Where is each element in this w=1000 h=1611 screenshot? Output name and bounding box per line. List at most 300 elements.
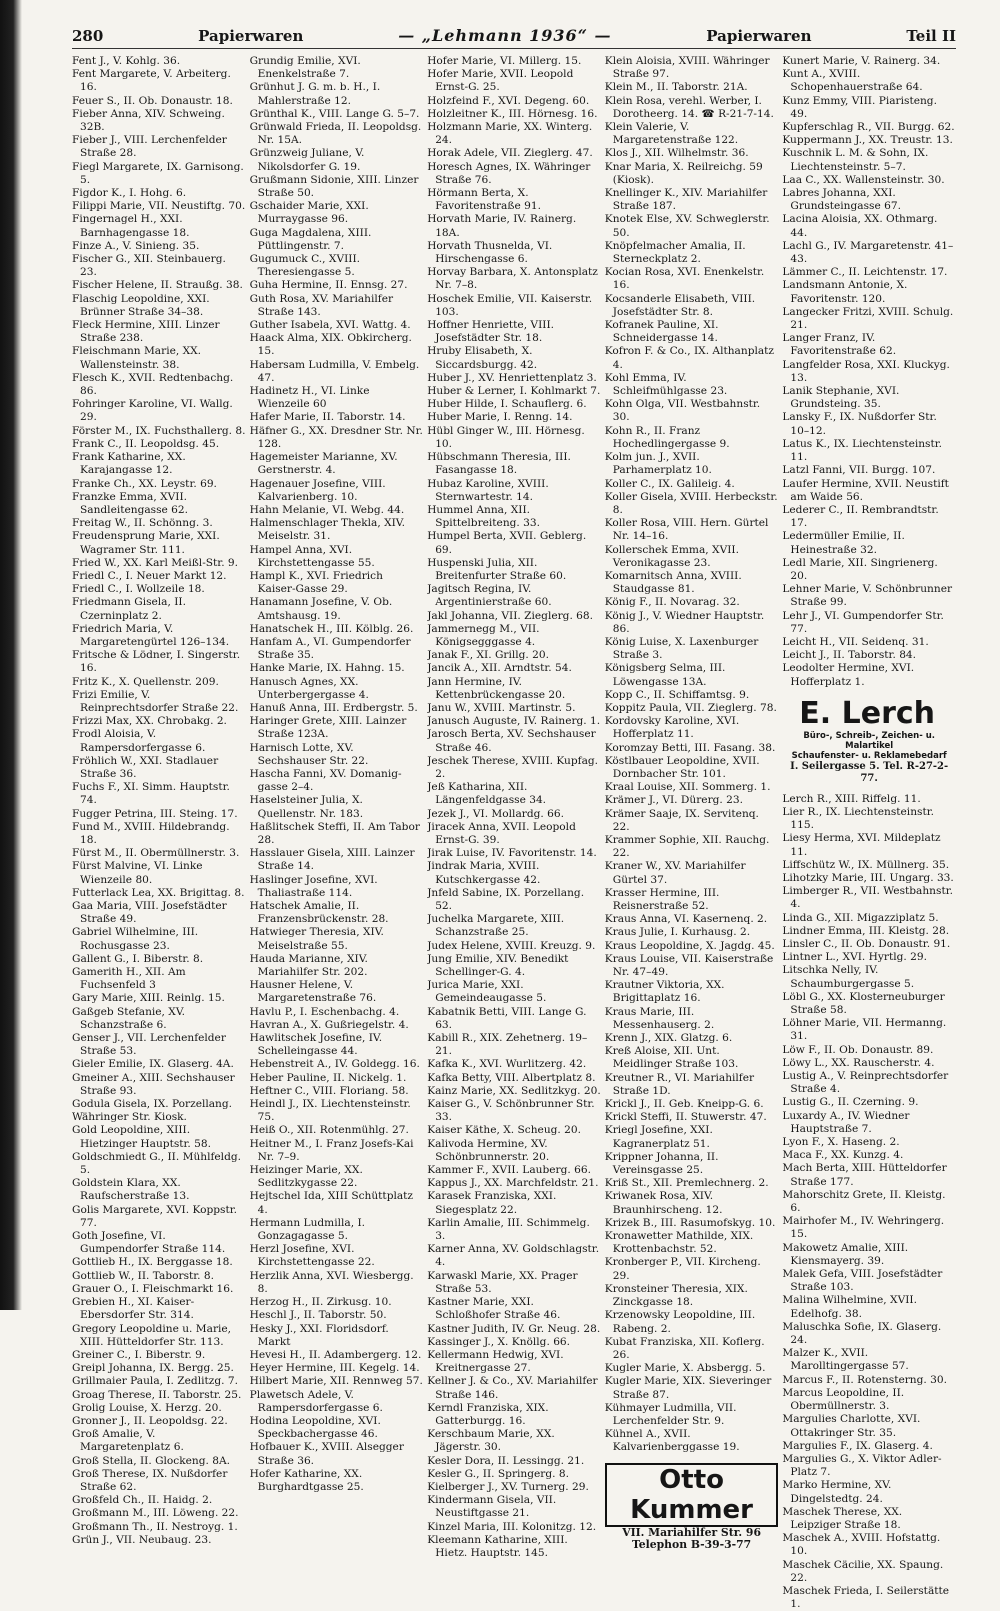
- list-item: Löwy L., XX. Rauscherstr. 4.: [782, 1056, 935, 1069]
- list-item: Herzog H., II. Zirkusg. 10.: [249, 1296, 392, 1309]
- list-item: Langer Franz, IV. Favoritenstraße 62.: [782, 332, 897, 358]
- list-item: Huber & Lerner, I. Kohlmarkt 7.: [427, 385, 601, 398]
- list-item: Finze A., V. Sinieng. 35.: [72, 239, 200, 252]
- list-item: Lehr J., VI. Gumpendorfer Str. 77.: [782, 609, 944, 635]
- list-item: Grünhut J. G. m. b. H., I. Mahlerstraße 12.: [249, 81, 381, 107]
- list-item: Latus K., IX. Liechtensteinstr. 11.: [782, 437, 943, 464]
- list-item: Horvath Thusnelda, VI. Hirschengasse 6.: [427, 239, 553, 266]
- list-item: Kunt A., XVIII. Schopenhauerstraße 64.: [782, 68, 923, 94]
- list-item: Kerschbaum Marie, XX. Jägerstr. 30.: [427, 1428, 555, 1454]
- list-item: Maschek Therese, XX. Leipziger Straße 18.: [782, 1505, 903, 1531]
- list-item: Kriß St., XII. Premlechnerg. 2.: [604, 1177, 769, 1190]
- list-item: Karasek Franziska, XXI. Siegesplatz 22.: [427, 1190, 557, 1216]
- list-item: Franke Ch., XX. Leystr. 69.: [72, 477, 217, 490]
- list-item: Jung Emilie, XIV. Benedikt Schellinger-G. 4.: [427, 952, 569, 979]
- list-item: Fischer G., XII. Steinbauerg. 23.: [72, 253, 226, 279]
- list-item: Jindrak Maria, XVIII. Kutschkergasse 42.: [427, 860, 541, 886]
- list-item: Heschl J., II. Taborstr. 50.: [249, 1309, 387, 1322]
- list-item: Heber Pauline, II. Nickelg. 1.: [249, 1071, 407, 1084]
- list-item: Fleischmann Marie, XX. Wallensteinstr. 38.: [72, 345, 202, 371]
- list-item: Fohringer Karoline, VI. Wallg. 29.: [72, 398, 233, 424]
- column-3: [427, 55, 601, 1611]
- list-item: Hofer Marie, XVII. Leopold Ernst-G. 25.: [427, 68, 574, 94]
- list-item: Koller C., IX. Galileig. 4.: [604, 477, 735, 490]
- list-item: Jnfeld Sabine, IX. Porzellang. 52.: [427, 886, 585, 912]
- list-item: Hofbauer K., XVIII. Alsegger Straße 36.: [249, 1441, 404, 1467]
- list-item: Figdor K., I. Hohg. 6.: [72, 187, 187, 200]
- list-item: Kubat Franziska, XII. Koflerg. 26.: [604, 1335, 765, 1361]
- list-item: Maschek Cäcilie, XX. Spaung. 22.: [782, 1558, 944, 1584]
- list-item: Lanik Stephanie, XVI. Grundsteing. 35.: [782, 385, 900, 411]
- list-item: Fröhlich W., XXI. Stadlauer Straße 36.: [72, 754, 219, 780]
- list-item: Kraus Louise, VII. Kaiserstraße Nr. 47–49.: [604, 952, 774, 979]
- list-item: Jeß Katharina, XII. Längenfeldgasse 34.: [427, 781, 547, 807]
- list-item: Gregory Leopoldine u. Marie, XIII. Hütteldorfer Str. 113.: [72, 1322, 232, 1348]
- list-item: Mahorschitz Grete, II. Kleistg. 6.: [782, 1188, 946, 1215]
- list-item: Gabriel Wilhelmine, III. Rochusgasse 23.: [72, 926, 199, 952]
- column-1: [72, 55, 246, 1611]
- list-item: König Luise, X. Laxenburger Straße 3.: [604, 635, 759, 662]
- list-item: Kollerschek Emma, XVII. Veronikagasse 23.: [604, 543, 739, 569]
- list-item: Hanfam A., VI. Gumpendorfer Straße 35.: [249, 635, 411, 662]
- list-item: Hoffner Henriette, VIII. Josefstädter Str. 18.: [427, 319, 554, 345]
- list-item: Kühnel A., XVII. Kalvarienberggasse 19.: [604, 1428, 740, 1454]
- list-item: Komarnitsch Anna, XVIII. Staudgasse 81.: [604, 569, 742, 596]
- list-item: Juchelka Margarete, XIII. Schanzstraße 25.: [427, 913, 565, 939]
- list-item: Kastner Judith, IV. Gr. Neug. 28.: [427, 1322, 601, 1335]
- list-item: Fiegl Margarete, IX. Garnisong. 5.: [72, 160, 244, 186]
- list-item: Hafer Marie, II. Taborstr. 14.: [249, 411, 406, 424]
- list-item: Lustig A., V. Reinprechtsdorfer Straße 4.: [782, 1070, 949, 1096]
- list-item: Laufer Hermine, XVII. Neustift am Waide 56.: [782, 477, 949, 503]
- column-5-list-top: [782, 55, 956, 689]
- list-item: Limberger R., VII. Westbahnstr. 4.: [782, 885, 953, 911]
- list-item: Jarosch Berta, XV. Sechshauser Straße 46.: [427, 728, 596, 754]
- list-item: Mach Berta, XIII. Hütteldorfer Straße 177.: [782, 1162, 947, 1188]
- list-item: Haselsteiner Julia, X. Quellenstr. Nr. 183.: [249, 794, 364, 820]
- list-item: Groß Stella, II. Glockeng. 8A.: [72, 1454, 231, 1467]
- list-item: Greiner C., I. Biberstr. 9.: [72, 1348, 206, 1361]
- list-item: Fleck Hermine, XIII. Linzer Straße 238.: [72, 319, 220, 345]
- list-item: Hübl Ginger W., III. Hörnesg. 10.: [427, 424, 585, 450]
- list-item: Kleemann Katharine, XIII. Hietz. Hauptstr. 145.: [427, 1533, 568, 1559]
- list-item: Hadinetz H., VI. Linke Wienzeile 60: [249, 385, 370, 411]
- list-item: Koller Rosa, VIII. Hern. Gürtel Nr. 14–16.: [604, 517, 769, 543]
- list-item: Hermann Ludmilla, I. Gonzagagasse 5.: [249, 1216, 365, 1243]
- page-header: [72, 26, 956, 49]
- list-item: Huspenski Julia, XII. Breitenfurter Straße 60.: [427, 556, 567, 582]
- list-item: Jirak Luise, IV. Favoritenstr. 14.: [427, 847, 597, 860]
- list-item: König F., II. Novarag. 32.: [604, 596, 740, 609]
- column-4: [605, 55, 779, 1611]
- list-item: Hampl K., XVI. Friedrich Kaiser-Gasse 29.: [249, 569, 383, 596]
- list-item: Knöpfelmacher Amalia, II. Sterneckplatz 2.: [604, 239, 746, 266]
- list-item: Groß Amalie, V. Margaretenplatz 6.: [72, 1428, 184, 1454]
- list-item: Gmeiner A., XIII. Sechshauser Straße 93.: [72, 1071, 235, 1097]
- list-item: Kohn Olga, VII. Westbahnstr. 30.: [604, 398, 761, 424]
- list-item: Futterlack Lea, XX. Brigittag. 8.: [72, 886, 245, 899]
- scan-binding-edge: [0, 0, 22, 1310]
- list-item: Hahn Melanie, VI. Webg. 44.: [249, 503, 405, 516]
- list-item: Fent J., V. Kohlg. 36.: [72, 55, 181, 67]
- list-item: Haack Alma, XIX. Obkircherg. 15.: [249, 332, 412, 358]
- list-item: Jann Hermine, IV. Kettenbrückengasse 20.: [427, 675, 566, 701]
- list-item: Friedl C., I. Wollzeile 18.: [72, 583, 205, 596]
- list-item: Krenn J., XIX. Glatzg. 6.: [604, 1032, 733, 1045]
- list-item: Jiracek Anna, XVII. Leopold Ernst-G. 39.: [427, 820, 576, 846]
- list-item: Kunz Emmy, VIII. Piaristeng. 49.: [782, 94, 937, 120]
- list-item: Klos J., XII. Wilhelmstr. 36.: [604, 147, 749, 160]
- list-item: Gaa Maria, VIII. Josefstädter Straße 49.: [72, 900, 227, 926]
- list-item: Kohl Emma, IV. Schleifmühlgasse 23.: [604, 371, 728, 398]
- list-item: Guha Hermine, II. Ennsg. 27.: [249, 279, 408, 292]
- list-item: Fritz K., X. Quellenstr. 209.: [72, 675, 219, 688]
- list-item: Gamerith H., XII. Am Fuchsenfeld 3: [72, 966, 186, 992]
- list-item: Kesler G., II. Springerg. 8.: [427, 1467, 569, 1480]
- list-item: Holzmann Marie, XX. Winterg. 24.: [427, 121, 593, 147]
- list-item: Huber Marie, I. Renng. 14.: [427, 411, 573, 424]
- list-item: Fischer Helene, II. Straußg. 38.: [72, 279, 243, 292]
- list-item: Greipl Johanna, IX. Bergg. 25.: [72, 1362, 234, 1375]
- list-item: Kreß Aloise, XII. Unt. Meidlinger Straße 103.: [604, 1045, 739, 1071]
- list-item: Havran A., X. Gußriegelstr. 4.: [249, 1018, 409, 1031]
- list-item: Marcus Leopoldine, II. Obermüllnerstr. 3.: [782, 1386, 905, 1413]
- list-item: Kunert Marie, V. Rainerg. 34.: [782, 55, 941, 67]
- list-item: Judex Helene, XVIII. Kreuzg. 9.: [427, 939, 596, 952]
- list-item: Klein M., II. Taborstr. 21A.: [604, 81, 748, 94]
- list-item: Hascha Fanni, XV. Domanig-gasse 2–4.: [249, 767, 402, 794]
- list-item: Löhner Marie, VII. Hermanng. 31.: [782, 1017, 947, 1043]
- list-item: Hubaz Karoline, XVIII. Sternwartestr. 14.: [427, 477, 549, 503]
- list-item: Godula Gisela, IX. Porzellang.: [72, 1098, 233, 1111]
- list-item: Kopp C., II. Schiffamtsg. 9.: [604, 688, 750, 701]
- list-item: Knotek Else, XV. Schweglerstr. 50.: [604, 213, 770, 239]
- list-item: Halmenschlager Thekla, XIV. Meiselstr. 31.: [249, 517, 405, 543]
- list-item: Huber Hilde, I. Schauflerg. 6.: [427, 398, 587, 411]
- list-item: Huber J., XV. Henriettenplatz 3.: [427, 371, 597, 384]
- list-item: Maschek A., XVIII. Hofstattg. 10.: [782, 1532, 941, 1558]
- list-item: Goldstein Klara, XX. Raufscherstraße 13.: [72, 1177, 190, 1203]
- list-item: Kordovsky Karoline, XVI. Hofferplatz 11.: [604, 715, 740, 741]
- list-item: Förster M., IX. Fuchsthallerg. 8.: [72, 424, 246, 437]
- list-item: Krizek B., III. Rasumofskyg. 10.: [604, 1216, 776, 1229]
- list-item: Grußmann Sidonie, XIII. Linzer Straße 50.: [249, 173, 419, 200]
- list-item: Karwaskl Marie, XX. Prager Straße 53.: [427, 1269, 578, 1295]
- list-item: Groß Therese, IX. Nußdorfer Straße 62.: [72, 1467, 228, 1493]
- column-4-list: [605, 55, 779, 1455]
- list-item: Latzl Fanni, VII. Burgg. 107.: [782, 464, 936, 477]
- list-item: Janak F., XI. Grillg. 20.: [427, 649, 549, 662]
- list-item: Lerch R., XIII. Riffelg. 11.: [782, 792, 921, 805]
- list-item: Knellinger K., XIV. Mariahilfer Straße 187.: [604, 187, 768, 213]
- list-item: Leicht J., II. Taborstr. 84.: [782, 649, 917, 662]
- list-item: Grillmaier Paula, I. Zedlitzg. 7.: [72, 1375, 238, 1388]
- list-item: Hagemeister Marianne, XV. Gerstnerstr. 4.: [249, 451, 398, 477]
- list-item: Grundig Emilie, XVI. Enenkelstraße 7.: [249, 55, 361, 81]
- list-item: Frank C., II. Leopoldsg. 45.: [72, 437, 220, 450]
- list-item: Kaiser Käthe, X. Scheug. 20.: [427, 1124, 582, 1137]
- list-item: Krickl Steffi, II. Stuwerstr. 47.: [604, 1111, 767, 1124]
- list-item: Kalivoda Hermine, XV. Schönbrunnerstr. 20.: [427, 1137, 550, 1163]
- list-item: Jezek J., VI. Mollardg. 66.: [427, 807, 564, 820]
- list-item: Kellner J. & Co., XV. Mariahilfer Straße 146.: [427, 1375, 598, 1401]
- column-5-list-bottom: [782, 793, 956, 1611]
- list-item: Jakl Johanna, VII. Zieglerg. 68.: [427, 609, 594, 622]
- list-item: Genser J., VII. Lerchenfelder Straße 53.: [72, 1032, 226, 1058]
- list-item: Löbl G., XX. Klosterneuburger Straße 58.: [782, 990, 945, 1016]
- list-item: Goldschmiedt G., II. Mühlfeldg. 5.: [72, 1150, 241, 1177]
- list-item: Koppitz Paula, VII. Zieglerg. 78.: [604, 701, 777, 714]
- list-item: Kraus Julie, I. Kurhausg. 2.: [604, 926, 751, 939]
- list-item: Maschek Frieda, I. Seilerstätte 1.: [782, 1584, 950, 1611]
- list-item: Litschka Nelly, IV. Schaumburgergasse 5.: [782, 964, 915, 990]
- list-item: Kocian Rosa, XVI. Enenkelstr. 16.: [604, 266, 765, 292]
- header-part: Teil II: [906, 27, 956, 45]
- list-item: Liffschütz W., IX. Müllnerg. 35.: [782, 858, 950, 871]
- list-item: Hampel Anna, XVI. Kirchstettengasse 55.: [249, 543, 375, 569]
- list-item: Haringer Grete, XIII. Lainzer Straße 123A.: [249, 715, 407, 741]
- list-item: Kabill R., XIX. Zehetnerg. 19–21.: [427, 1032, 588, 1058]
- list-item: Fried W., XX. Karl Meißl-Str. 9.: [72, 556, 239, 569]
- list-item: Lyon F., X. Haseng. 2.: [782, 1136, 900, 1149]
- list-item: Gronner J., II. Leopoldsg. 22.: [72, 1414, 228, 1427]
- list-item: Kronberger P., VII. Kircheng. 29.: [604, 1256, 761, 1282]
- list-item: Friedrich Maria, V. Margaretengürtel 126–134.: [72, 622, 230, 648]
- list-item: Grünthal K., VIII. Lange G. 5–7.: [249, 107, 420, 120]
- list-item: Hofer Katharine, XX. Burghardtgasse 25.: [249, 1467, 364, 1493]
- list-item: Fürst M., II. Obermüllnerstr. 3.: [72, 847, 240, 860]
- list-item: Lindner Emma, III. Kleistg. 28.: [782, 924, 950, 937]
- list-item: Hofer Marie, VI. Millerg. 15.: [427, 55, 582, 67]
- list-item: Heitner M., I. Franz Josefs-Kai Nr. 7–9.: [249, 1137, 414, 1163]
- list-item: Hausner Helene, V. Margaretenstraße 76.: [249, 979, 377, 1005]
- column-5: [782, 55, 956, 1611]
- list-item: Haßlitschek Steffi, II. Am Tabor 28.: [249, 820, 420, 846]
- list-item: Maca F., XX. Kunzg. 4.: [782, 1149, 904, 1162]
- list-item: König J., V. Wiedner Hauptstr. 86.: [604, 609, 765, 635]
- list-item: Krasser Hermine, III. Reisnerstraße 52.: [604, 886, 720, 912]
- list-item: Heiß O., XII. Rotenmühlg. 27.: [249, 1124, 409, 1137]
- list-item: Lämmer C., II. Leichtenstr. 17.: [782, 266, 948, 279]
- list-item: Linsler C., II. Ob. Donaustr. 91.: [782, 937, 951, 950]
- list-item: Großfeld Ch., II. Haidg. 2.: [72, 1494, 213, 1507]
- list-item: Hanatschek H., III. Kölblg. 26.: [249, 622, 414, 635]
- list-item: Malek Gefa, VIII. Josefstädter Straße 103.: [782, 1268, 943, 1294]
- list-item: Hanke Marie, IX. Hahng. 15.: [249, 662, 405, 675]
- header-right-title: Papierwaren: [706, 27, 812, 45]
- list-item: Großmann Th., II. Nestroyg. 1.: [72, 1520, 238, 1533]
- list-item: Löw F., II. Ob. Donaustr. 89.: [782, 1043, 934, 1056]
- list-item: Malina Wilhelmine, XVII. Edelhofg. 38.: [782, 1294, 917, 1320]
- list-item: Marcus F., II. Rotensterng. 30.: [782, 1373, 947, 1386]
- list-item: Langecker Fritzi, XVIII. Schulg. 21.: [782, 305, 954, 332]
- list-item: Kassinger J., X. Knöllg. 66.: [427, 1335, 571, 1348]
- list-item: Golis Margarete, XVI. Koppstr. 77.: [72, 1203, 237, 1229]
- list-item: Hasslauer Gisela, XIII. Lainzer Straße 14.: [249, 847, 415, 873]
- list-item: Freudensprung Marie, XXI. Wagramer Str. 111.: [72, 530, 220, 556]
- list-item: Krzenowsky Leopoldine, III. Rabeng. 2.: [604, 1309, 756, 1335]
- list-item: Margulies F., IX. Glaserg. 4.: [782, 1439, 933, 1452]
- list-item: Fieber J., VIII. Lerchenfelder Straße 28.: [72, 134, 227, 160]
- list-item: Lihotzky Marie, III. Ungarg. 33.: [782, 871, 954, 884]
- list-item: Hatwieger Theresia, XIV. Meiselstraße 55.: [249, 926, 384, 952]
- list-item: Kielberger J., XV. Turnerg. 29.: [427, 1480, 589, 1493]
- list-item: Koromzay Betti, III. Fasang. 38.: [604, 741, 776, 754]
- list-item: Lintner L., XVI. Hyrtlg. 29.: [782, 951, 927, 964]
- list-item: Jammernegg M., VII. Königsegggasse 4.: [427, 622, 540, 648]
- list-item: Holzfeind F., XVI. Degeng. 60.: [427, 94, 590, 107]
- list-item: Fund M., XVIII. Hildebrandg. 18.: [72, 820, 230, 846]
- list-item: Kofranek Pauline, XI. Schneidergasse 14.: [604, 319, 719, 345]
- list-item: Kaiser G., V. Schönbrunner Str. 33.: [427, 1098, 595, 1124]
- list-item: Fuchs F., XI. Simm. Hauptstr. 74.: [72, 781, 230, 807]
- list-item: Königsberg Selma, III. Löwengasse 13A.: [604, 662, 726, 688]
- list-item: Jurica Marie, XXI. Gemeindeaugasse 5.: [427, 979, 547, 1005]
- list-item: Kupferschlag R., VII. Burgg. 62.: [782, 121, 955, 134]
- list-item: Gottlieb W., II. Taborstr. 8.: [72, 1269, 215, 1282]
- list-item: Fritsche & Lödner, I. Singerstr. 16.: [72, 649, 241, 675]
- ad-title: Otto Kummer: [605, 1463, 779, 1527]
- list-item: Hübschmann Theresia, III. Fasangasse 18.: [427, 451, 571, 477]
- ad-phone: Telephon B-39-3-77: [631, 1537, 752, 1551]
- list-item: Lustig G., II. Czerning. 9.: [782, 1096, 919, 1109]
- list-item: Horvath Marie, IV. Rainerg. 18A.: [427, 213, 577, 239]
- list-item: Horvay Barbara, X. Antonsplatz Nr. 7–8.: [427, 266, 598, 292]
- list-item: Frizzi Max, XX. Chrobakg. 2.: [72, 715, 227, 728]
- list-item: Kerndl Franziska, XIX. Gatterburgg. 16.: [427, 1401, 549, 1427]
- list-item: Leodolter Hermine, XVI. Hofferplatz 1.: [782, 662, 915, 688]
- list-item: Freitag W., II. Schönng. 3.: [72, 517, 213, 530]
- list-item: Lehner Marie, V. Schönbrunner Straße 99.: [782, 583, 953, 609]
- list-item: Mairhofer M., IV. Wehringerg. 15.: [782, 1215, 945, 1241]
- list-item: Feuer S., II. Ob. Donaustr. 18.: [72, 94, 233, 107]
- list-item: Gugumuck C., XVIII. Theresiengasse 5.: [249, 253, 361, 279]
- list-item: Grebien H., XI. Kaiser-Ebersdorfer Str. 314.: [72, 1296, 195, 1322]
- list-item: Flesch K., XVII. Redtenbachg. 86.: [72, 371, 234, 398]
- list-item: Kriwanek Rosa, XIV. Braunhirscheng. 12.: [604, 1190, 723, 1216]
- list-item: Kraner W., XV. Mariahilfer Gürtel 37.: [604, 860, 746, 886]
- list-item: Jagitsch Regina, IV. Argentinierstraße 60.: [427, 583, 552, 609]
- list-item: Kuschnik L. M. & Sohn, IX. Liechtensteinstr. 5–7.: [782, 147, 929, 173]
- list-item: Fürst Malvine, VI. Linke Wienzeile 80.: [72, 860, 203, 886]
- column-2: [250, 55, 424, 1611]
- list-item: Hörmann Berta, X. Favoritenstraße 91.: [427, 187, 541, 213]
- list-item: Kreutner R., VI. Mariahilfer Straße 1D.: [604, 1071, 755, 1097]
- list-item: Jeschek Therese, XVIII. Kupfag. 2.: [427, 754, 599, 780]
- list-item: Gaßgeb Stefanie, XV. Schanzstraße 6.: [72, 1005, 185, 1031]
- list-item: Kocsanderle Elisabeth, VIII. Josefstädter Str. 8.: [604, 292, 756, 318]
- list-item: Herzlik Anna, XVI. Wiesbergg. 8.: [249, 1269, 414, 1295]
- list-item: Grün J., VII. Neubaug. 23.: [72, 1533, 212, 1546]
- list-item: Klein Rosa, verehl. Werber, I. Dorotheerg. 14. ☎ R-21-7-14.: [604, 94, 774, 120]
- list-item: Gallent G., I. Biberstr. 8.: [72, 952, 204, 965]
- list-item: Hoschek Emilie, VII. Kaiserstr. 103.: [427, 292, 593, 318]
- list-item: Hanusch Agnes, XX. Unterbergergasse 4.: [249, 675, 369, 701]
- list-item: Lansky F., IX. Nußdorfer Str. 10–12.: [782, 411, 937, 437]
- list-item: Guther Isabela, XVI. Wattg. 4.: [249, 319, 411, 332]
- list-item: Heindl J., IX. Liechtensteinstr. 75.: [249, 1098, 411, 1124]
- list-item: Lachl G., IV. Margaretenstr. 41–43.: [782, 239, 954, 266]
- list-item: Grünzweig Juliane, V. Nikolsdorfer G. 19.: [249, 147, 365, 173]
- columns: [72, 55, 956, 1611]
- list-item: Kronawetter Mathilde, XIX. Krottenbachstr. 52.: [604, 1230, 754, 1256]
- list-item: Flaschig Leopoldine, XXI. Brünner Straße 34–38.: [72, 292, 210, 318]
- list-item: Frank Katharine, XX. Karajangasse 12.: [72, 451, 186, 477]
- list-item: Friedmann Gisela, II. Czerninplatz 2.: [72, 596, 186, 622]
- list-item: Horesch Agnes, IX. Währinger Straße 76.: [427, 160, 591, 186]
- list-item: Plawetsch Adele, V. Rampersdorfergasse 6.: [249, 1388, 383, 1414]
- list-item: Habersam Ludmilla, V. Embelg. 47.: [249, 358, 420, 384]
- list-item: Frodl Aloisia, V. Rampersdorfergasse 6.: [72, 728, 206, 754]
- list-item: Fent Margarete, V. Arbeiterg. 16.: [72, 68, 231, 94]
- list-item: Hummel Anna, XII. Spittelbreiteng. 33.: [427, 503, 541, 530]
- list-item: Frizi Emilie, V. Reinprechtsdorfer Straße 22.: [72, 688, 239, 714]
- list-item: Lacina Aloisia, XX. Othmarg. 44.: [782, 213, 938, 239]
- list-item: Jancik A., XII. Arndtstr. 54.: [427, 662, 572, 675]
- list-item: Kraus Leopoldine, X. Jagdg. 45.: [604, 939, 775, 952]
- list-item: Kraus Anna, VI. Kasernenq. 2.: [604, 913, 768, 926]
- list-item: Klein Valerie, V. Margaretenstraße 122.: [604, 121, 739, 147]
- list-item: Friedl C., I. Neuer Markt 12.: [72, 569, 227, 582]
- list-item: Krautner Viktoria, XX. Brigittaplatz 16.: [604, 979, 725, 1005]
- list-item: Gold Leopoldine, XIII. Hietzinger Hauptstr. 58.: [72, 1124, 212, 1150]
- advertisement-otto-kummer: [605, 1463, 779, 1551]
- list-item: Grauer O., I. Fleischmarkt 16.: [72, 1282, 234, 1295]
- list-item: Hatschek Amalie, II. Franzensbrückenstr. 28.: [249, 900, 389, 926]
- list-item: Köstlbauer Leopoldine, XVII. Dornbacher Str. 101.: [604, 754, 760, 780]
- list-item: Landsmann Antonie, X. Favoritenstr. 120.: [782, 279, 908, 305]
- list-item: Karner Anna, XV. Goldschlagstr. 4.: [427, 1243, 600, 1269]
- list-item: Gary Marie, XIII. Reinlg. 15.: [72, 992, 225, 1005]
- list-item: Kafka Betty, VIII. Albertplatz 8.: [427, 1071, 596, 1084]
- list-item: Leicht H., VII. Seidenq. 31.: [782, 635, 929, 648]
- list-item: Gschaider Marie, XXI. Murraygasse 96.: [249, 200, 369, 226]
- list-item: Gieler Emilie, IX. Glaserg. 4A.: [72, 1058, 234, 1071]
- list-item: Goth Josefine, VI. Gumpendorfer Straße 114.: [72, 1230, 226, 1256]
- list-item: Krippner Johanna, II. Vereinsgasse 25.: [604, 1150, 719, 1177]
- list-item: Kohn R., II. Franz Hochedlingergasse 9.: [604, 424, 730, 450]
- list-item: Kinzel Maria, III. Kolonitzg. 12.: [427, 1520, 597, 1533]
- list-item: Laa C., XX. Wallensteinstr. 30.: [782, 173, 945, 186]
- list-item: Kainz Marie, XX. Sedlitzkyg. 20.: [427, 1084, 601, 1097]
- list-item: Labres Johanna, XXI. Grundsteingasse 67.: [782, 187, 901, 213]
- list-item: Hodina Leopoldine, XVI. Speckbachergasse 46.: [249, 1414, 381, 1441]
- ad-title: E. Lerch: [799, 695, 936, 731]
- list-item: Krickl J., II. Geb. Kneipp-G. 6.: [604, 1098, 764, 1111]
- list-item: Groag Therese, II. Taborstr. 25.: [72, 1388, 242, 1401]
- list-item: Fingernagel H., XXI. Barnhagengasse 18.: [72, 213, 190, 239]
- list-item: Kronsteiner Theresia, XIX. Zinckgasse 18.: [604, 1282, 748, 1309]
- list-item: Häfner G., XX. Dresdner Str. Nr. 128.: [249, 424, 423, 450]
- list-item: Kugler Marie, X. Absbergg. 5.: [604, 1362, 766, 1375]
- list-item: Hauda Marianne, XIV. Mariahilfer Str. 202.: [249, 952, 368, 979]
- list-item: Liesy Herma, XVI. Mildeplatz 11.: [782, 832, 941, 858]
- list-item: Horak Adele, VII. Zieglerg. 47.: [427, 147, 593, 160]
- list-item: Heyer Hermine, III. Kegelg. 14.: [249, 1362, 420, 1375]
- list-item: Klein Aloisia, XVIII. Währinger Straße 97.: [604, 55, 770, 81]
- ad-subtitle: Schaufenster- u. Reklamebedarf: [791, 750, 947, 761]
- list-item: Grünwald Frieda, II. Leopoldsg. Nr. 15A.: [249, 121, 422, 147]
- list-item: Guga Magdalena, XIII. Püttlingenstr. 7.: [249, 226, 372, 252]
- list-item: Humpel Berta, XVII. Geblerg. 69.: [427, 530, 587, 556]
- list-item: Gottlieb H., IX. Berggasse 18.: [72, 1256, 233, 1269]
- list-item: Kraal Louise, XII. Sommerg. 1.: [604, 781, 771, 794]
- list-item: Kafka K., XVI. Wurlitzerg. 42.: [427, 1058, 587, 1071]
- list-item: Kolm jun. J., XVII. Parhamerplatz 10.: [604, 451, 712, 477]
- list-item: Kammer F., XVII. Lauberg. 66.: [427, 1164, 591, 1177]
- header-center-title: — „Lehmann 1936“ —: [398, 26, 612, 45]
- list-item: Grolig Louise, X. Herzg. 20.: [72, 1401, 222, 1414]
